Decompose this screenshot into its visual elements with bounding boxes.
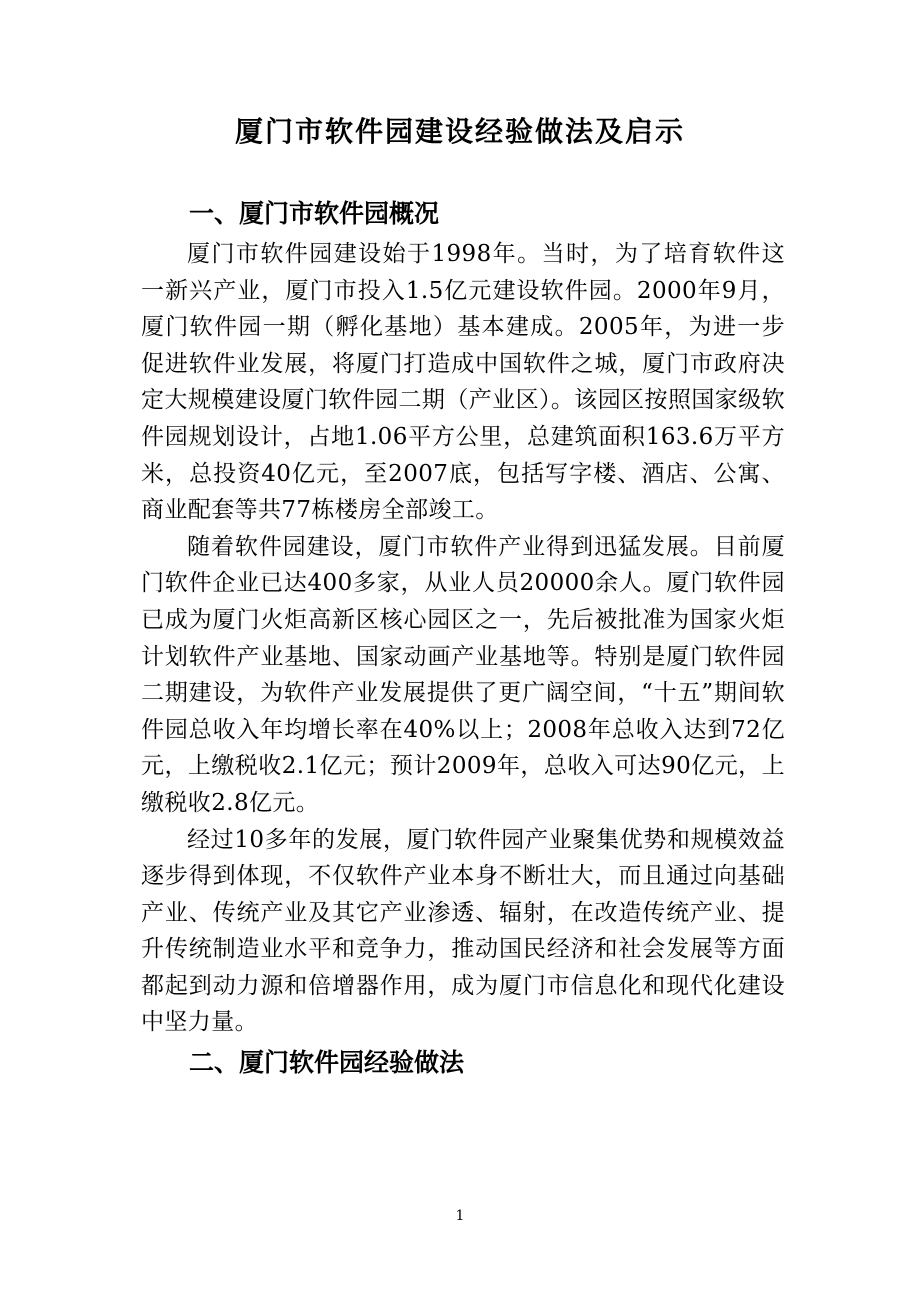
paragraph-development-results: 经过10多年的发展，厦门软件园产业聚集优势和规模效益逐步得到体现，不仅软件产业本身不断壮大，而且通过向基础产业、传统产业及其它产业渗透、辐射，在改造传统产业、提升传统制造业水平和竞争力，推动国民经济和社会发展等方面都起到动力源和倍增器作用，成为厦门市信息化和现代化建设中坚力量。 <box>141 826 785 1036</box>
paragraph-industry-growth: 随着软件园建设，厦门市软件产业得到迅猛发展。目前厦门软件企业已达400多家，从业人员20000余人。厦门软件园已成为厦门火炬高新区核心园区之一，先后被批准为国家火炬计划软件产业基地、国家动画产业基地等。特别是厦门软件园二期建设，为软件产业发展提供了更广阔空间，“十五”期间软件园总收入年均增长率在40%以上；2008年总收入达到72亿元，上缴税收2.1亿元；预计2009年，总收入可达90亿元，上缴税收2.8亿元。 <box>141 533 785 816</box>
paragraph-construction-history: 厦门市软件园建设始于1998年。当时，为了培育软件这一新兴产业，厦门市投入1.5亿元建设软件园。2000年9月，厦门软件园一期（孵化基地）基本建成。2005年，为进一步促进软件业发展，将厦门打造成中国软件之城，厦门市政府决定大规模建设厦门软件园二期（产业区）。该园区按照国家级软件园规划设计，占地1.06平方公里，总建筑面积163.6万平方米，总投资40亿元，至2007底，包括写字楼、酒店、公寓、商业配套等共77栋楼房全部竣工。 <box>141 241 785 524</box>
document-body <box>141 192 785 1085</box>
page-number: 1 <box>455 1208 465 1224</box>
section-heading-experience: 二、厦门软件园经验做法 <box>189 1048 465 1078</box>
section-heading-overview: 一、厦门市软件园概况 <box>189 199 440 228</box>
document-title: 厦门市软件园建设经验做法及启示 <box>234 115 685 148</box>
